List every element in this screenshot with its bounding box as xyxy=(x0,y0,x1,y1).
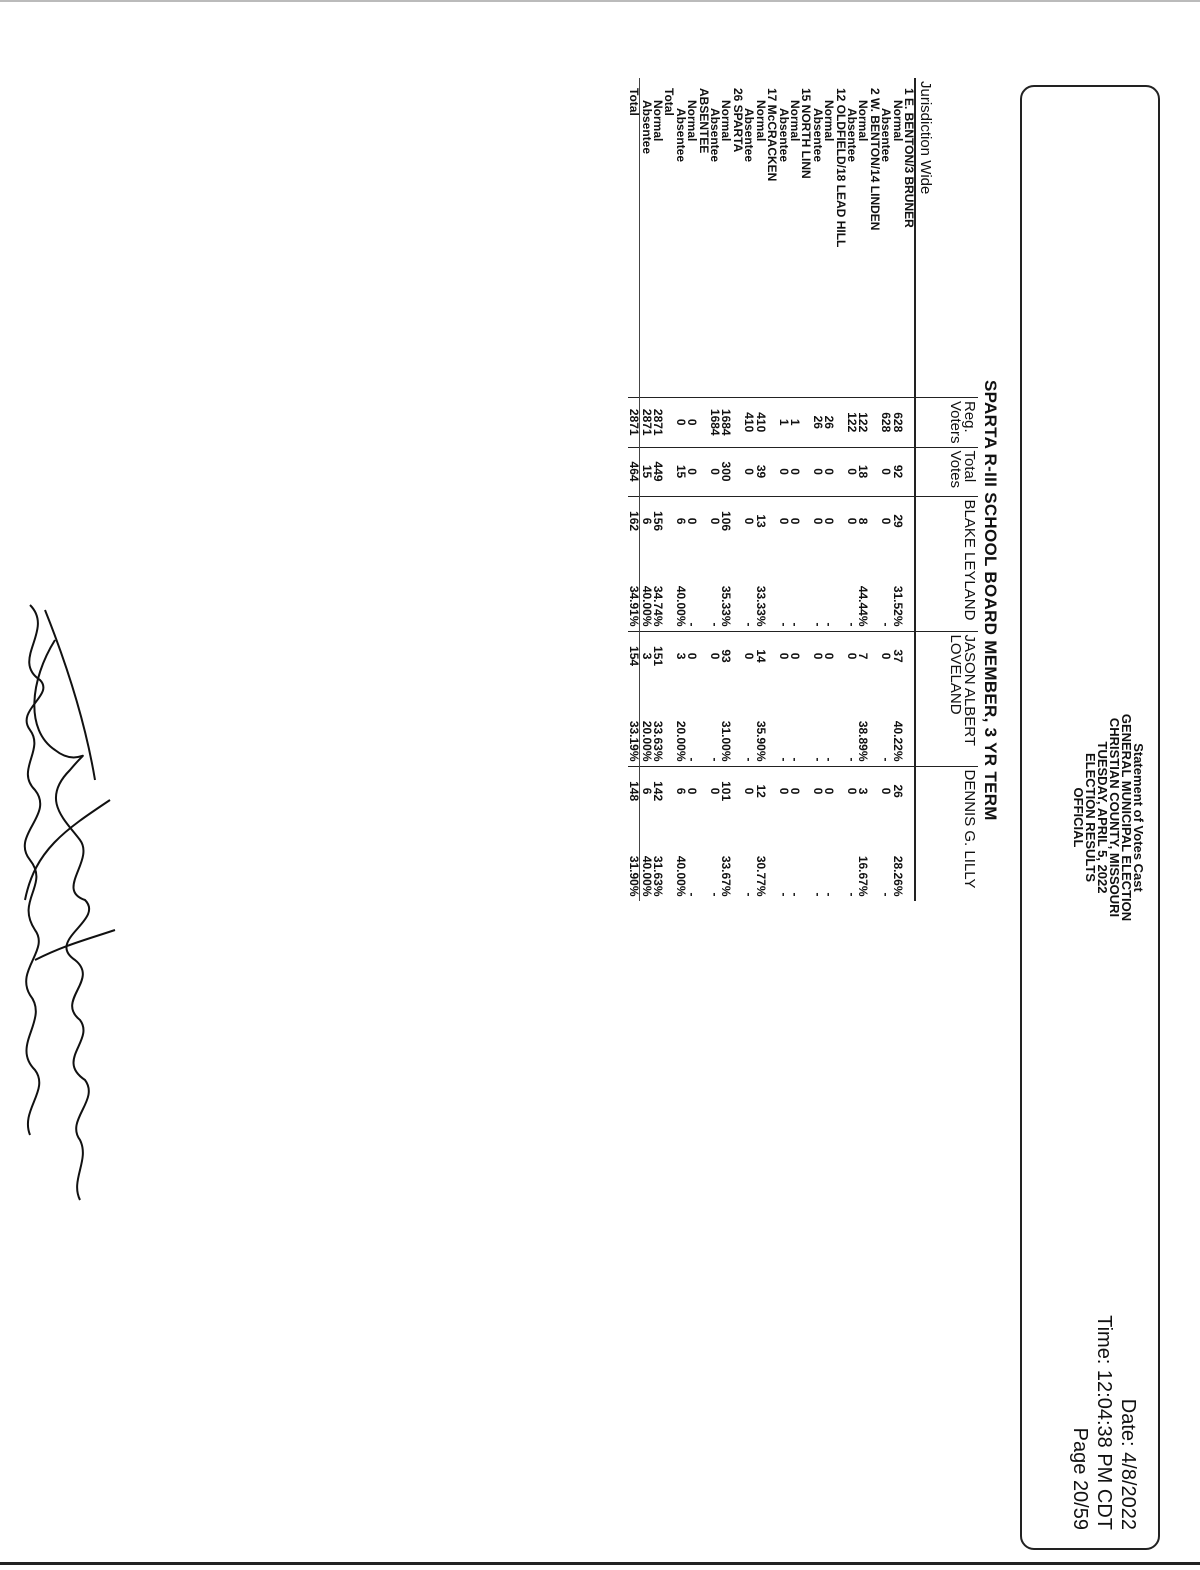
votes-cell: 0 xyxy=(685,517,700,525)
total-votes-cell: 0 xyxy=(709,447,720,496)
votes-cell xyxy=(732,496,743,546)
row-label: Absentee xyxy=(776,108,791,163)
table-row xyxy=(709,78,720,901)
percent-cell: - xyxy=(777,546,788,631)
table-row xyxy=(857,78,868,901)
total-votes-cell: 0 xyxy=(846,447,857,496)
votes-cell xyxy=(732,631,743,681)
candidate-header: BLAKE LEYLAND xyxy=(915,496,978,631)
percent-cell: - xyxy=(776,892,791,897)
percent-cell: - xyxy=(686,681,697,766)
votes-cell: 162 xyxy=(627,511,642,532)
reg-voters-cell: 410 xyxy=(743,398,754,448)
total-votes-cell: 0 xyxy=(789,447,800,496)
reg-voters-cell xyxy=(868,398,879,448)
votes-cell: 3 xyxy=(640,631,652,681)
percent-cell: 38.89% xyxy=(857,681,868,766)
percent-cell: - xyxy=(811,546,822,631)
percent-cell: - xyxy=(686,546,697,631)
reg-voters-cell: 628 xyxy=(891,398,902,448)
percent-cell xyxy=(732,546,743,631)
row-label: Absentee xyxy=(742,108,757,163)
reg-voters-cell: 2871 xyxy=(640,398,652,448)
signature-2-drawing xyxy=(0,600,60,1140)
table-row xyxy=(789,78,800,901)
signature-2 xyxy=(0,600,60,1140)
header-line: GENERAL MUNICIPAL ELECTION xyxy=(1119,713,1134,922)
report-header xyxy=(1020,85,1160,1550)
percent-cell: 40.00% xyxy=(674,546,685,631)
votes-cell: 0 xyxy=(776,652,791,660)
percent-cell: - xyxy=(823,681,834,766)
votes-cell: 0 xyxy=(787,652,802,660)
votes-cell: 6 xyxy=(640,496,652,546)
percent-cell: 20.00% xyxy=(674,681,685,766)
percent-cell: 30.77% xyxy=(753,855,768,897)
votes-cell: 0 xyxy=(810,652,825,660)
percent-cell xyxy=(868,546,879,631)
percent-cell: - xyxy=(844,892,859,897)
header-line: Statement of Votes Cast xyxy=(1131,743,1146,892)
row-label: Total xyxy=(662,88,677,116)
total-votes-cell: 0 xyxy=(811,447,822,496)
percent-cell: 33.33% xyxy=(754,546,765,631)
percent-cell xyxy=(834,816,845,901)
percent-cell xyxy=(868,816,879,901)
row-label: Normal xyxy=(719,100,734,142)
percent-cell: - xyxy=(743,681,754,766)
votes-cell: 0 xyxy=(708,787,723,795)
percent-cell: 35.33% xyxy=(720,546,731,631)
percent-cell xyxy=(834,546,845,631)
reg-voters-cell xyxy=(732,398,743,448)
row-label: 15 NORTH LINN xyxy=(799,88,814,179)
total-votes-cell: 0 xyxy=(777,447,788,496)
candidate-header: DENNIS G. LILLY xyxy=(961,769,978,889)
table-row xyxy=(891,78,902,901)
table-row xyxy=(766,78,777,901)
percent-cell: - xyxy=(685,892,700,897)
percent-cell: 33.19% xyxy=(628,681,640,766)
reg-voters-cell: 2871 xyxy=(628,398,640,448)
total-votes-cell: 0 xyxy=(743,447,754,496)
table-row xyxy=(663,78,674,901)
votes-cell: 0 xyxy=(742,787,757,795)
percent-cell: - xyxy=(709,546,720,631)
votes-cell: 101 xyxy=(719,781,734,802)
percent-cell: - xyxy=(777,681,788,766)
table-row xyxy=(720,78,731,901)
table-row xyxy=(686,78,697,901)
votes-cell: 0 xyxy=(879,517,894,525)
row-label: 26 SPARTA xyxy=(730,88,745,153)
report-time: Time: 12:04:38 PM CDT xyxy=(1093,1315,1115,1530)
row-label: Absentee xyxy=(810,108,825,163)
votes-cell: 156 xyxy=(651,511,666,532)
percent-cell: 28.26% xyxy=(890,855,905,897)
reg-voters-cell: 2871 xyxy=(652,398,663,448)
votes-cell: 0 xyxy=(708,652,723,660)
votes-cell: 0 xyxy=(844,517,859,525)
percent-cell xyxy=(697,546,708,631)
percent-cell: - xyxy=(743,546,754,631)
row-label: Normal xyxy=(685,100,700,142)
percent-cell xyxy=(697,681,708,766)
total-votes-cell: 15 xyxy=(674,447,685,496)
report-date: Date: 4/8/2022 xyxy=(1117,1398,1139,1530)
table-row xyxy=(903,78,915,901)
votes-cell: 0 xyxy=(822,787,837,795)
votes-cell: 93 xyxy=(719,649,734,663)
percent-cell: 44.44% xyxy=(857,546,868,631)
reg-voters-cell: 0 xyxy=(686,398,697,448)
votes-cell: 0 xyxy=(844,652,859,660)
row-label: Absentee xyxy=(844,108,859,163)
row-label: 2 W. BENTON/14 LINDEN xyxy=(867,88,882,231)
percent-cell: 34.91% xyxy=(628,546,640,631)
header-line: CHRISTIAN COUNTY, MISSOURI xyxy=(1107,717,1122,918)
reg-voters-cell: 26 xyxy=(823,398,834,448)
reg-voters-cell: 1 xyxy=(789,398,800,448)
row-label: 17 McCRACKEN xyxy=(765,88,780,182)
contest-title: SPARTA R-III SCHOOL BOARD MEMBER, 3 YR TERM xyxy=(981,380,1000,821)
table-body xyxy=(628,78,915,901)
votes-cell xyxy=(868,766,879,816)
table-row xyxy=(800,78,811,901)
percent-cell xyxy=(800,546,811,631)
row-label: Normal xyxy=(787,100,802,142)
votes-cell: 6 xyxy=(640,766,652,816)
header-line: OFFICIAL xyxy=(1071,787,1086,848)
percent-cell: 33.67% xyxy=(719,855,734,897)
percent-cell: - xyxy=(789,681,800,766)
votes-cell: 26 xyxy=(890,784,905,798)
percent-cell: 35.90% xyxy=(754,681,765,766)
votes-cell: 106 xyxy=(719,511,734,532)
reg-voters-cell: 1 xyxy=(777,398,788,448)
row-label: 12 OLDFIELD/18 LEAD HILL xyxy=(833,88,848,248)
votes-cell: 0 xyxy=(776,787,791,795)
percent-cell: 16.67% xyxy=(856,855,871,897)
percent-cell: - xyxy=(787,892,802,897)
percent-cell: 40.22% xyxy=(891,681,902,766)
reg-voters-cell: 122 xyxy=(846,398,857,448)
votes-cell: 0 xyxy=(787,787,802,795)
percent-cell: - xyxy=(810,892,825,897)
row-label: Normal xyxy=(753,100,768,142)
votes-cell: 0 xyxy=(822,652,837,660)
percent-cell: 31.00% xyxy=(720,681,731,766)
reg-voters-cell: 1684 xyxy=(709,398,720,448)
percent-cell: - xyxy=(811,681,822,766)
total-votes-cell: 92 xyxy=(891,447,902,496)
table-row xyxy=(823,78,834,901)
votes-cell: 0 xyxy=(822,517,837,525)
percent-cell xyxy=(697,816,708,901)
percent-cell: - xyxy=(846,681,857,766)
votes-cell: 12 xyxy=(753,784,768,798)
percent-cell xyxy=(732,681,743,766)
votes-cell: 8 xyxy=(856,517,871,525)
percent-cell xyxy=(732,816,743,901)
row-label: Normal xyxy=(890,100,905,142)
table-row xyxy=(743,78,754,901)
table-row xyxy=(777,78,788,901)
votes-cell: 148 xyxy=(627,781,642,802)
votes-cell: 6 xyxy=(673,517,688,525)
candidate-header: JASON ALBERT LOVELAND xyxy=(915,631,978,766)
percent-cell: - xyxy=(846,546,857,631)
results-table xyxy=(628,78,978,901)
jurisdiction-header: Jurisdiction Wide xyxy=(917,81,934,195)
row-label: Normal xyxy=(651,100,666,142)
votes-cell: 0 xyxy=(810,517,825,525)
reg-voters-cell: 122 xyxy=(857,398,868,448)
percent-cell: 34.74% xyxy=(652,546,663,631)
votes-cell: 0 xyxy=(776,517,791,525)
votes-cell: 13 xyxy=(753,514,768,528)
table-row xyxy=(697,78,708,901)
table-row xyxy=(868,78,879,901)
percent-cell: - xyxy=(822,892,837,897)
total-votes-cell: 300 xyxy=(720,447,731,496)
total-votes-cell xyxy=(868,447,879,496)
votes-cell xyxy=(732,766,743,816)
header-date-block xyxy=(1068,1315,1140,1530)
percent-cell: 20.00% xyxy=(640,681,652,766)
table-row xyxy=(628,78,640,901)
row-label: Absentee xyxy=(640,78,652,398)
reg-voters-cell: 0 xyxy=(674,398,685,448)
votes-cell: 3 xyxy=(856,787,871,795)
votes-cell: 6 xyxy=(673,787,688,795)
percent-cell xyxy=(868,681,879,766)
percent-cell: - xyxy=(709,681,720,766)
votes-cell: 142 xyxy=(651,781,666,802)
table-row xyxy=(754,78,765,901)
total-votes-cell: 0 xyxy=(686,447,697,496)
percent-cell: - xyxy=(880,681,891,766)
votes-cell: 154 xyxy=(627,646,642,667)
total-votes-cell xyxy=(732,447,743,496)
table-row xyxy=(674,78,685,901)
table-row xyxy=(640,78,652,901)
percent-cell: 40.00% xyxy=(673,855,688,897)
percent-cell: - xyxy=(708,892,723,897)
row-label: 1 E. BENTON/3 BRUNER xyxy=(902,88,916,228)
page-number: Page 20/59 xyxy=(1069,1427,1091,1530)
percent-cell: 40.00% xyxy=(640,546,652,631)
votes-cell: 0 xyxy=(685,787,700,795)
votes-cell: 3 xyxy=(673,652,688,660)
percent-cell: - xyxy=(742,892,757,897)
row-label: Normal xyxy=(856,100,871,142)
reg-voters-cell: 410 xyxy=(754,398,765,448)
votes-cell: 7 xyxy=(856,652,871,660)
total-votes-cell: 0 xyxy=(880,447,891,496)
total-votes-cell: 39 xyxy=(754,447,765,496)
row-label: Absentee xyxy=(708,108,723,163)
percent-cell xyxy=(834,681,845,766)
percent-cell: - xyxy=(789,546,800,631)
percent-cell: - xyxy=(879,892,894,897)
percent-cell xyxy=(800,681,811,766)
total-votes-header: Total Votes xyxy=(915,447,978,496)
votes-cell: 0 xyxy=(742,517,757,525)
votes-cell: 0 xyxy=(810,787,825,795)
total-votes-cell: 0 xyxy=(823,447,834,496)
votes-cell: 14 xyxy=(753,649,768,663)
votes-cell: 151 xyxy=(651,646,666,667)
percent-cell: 31.63% xyxy=(651,855,666,897)
percent-cell: 33.63% xyxy=(652,681,663,766)
total-votes-cell: 449 xyxy=(652,447,663,496)
row-label: Absentee xyxy=(673,108,688,163)
votes-cell: 29 xyxy=(890,514,905,528)
header-line: TUESDAY, APRIL 5, 2022 xyxy=(1095,741,1110,894)
votes-cell: 37 xyxy=(890,649,905,663)
percent-cell xyxy=(800,816,811,901)
reg-voters-header: Reg. Voters xyxy=(915,398,978,448)
reg-voters-cell: 1684 xyxy=(720,398,731,448)
table-row xyxy=(652,78,663,901)
percent-cell: - xyxy=(880,546,891,631)
total-votes-cell: 15 xyxy=(640,447,652,496)
votes-cell: 0 xyxy=(844,787,859,795)
percent-cell: - xyxy=(823,546,834,631)
votes-cell: 0 xyxy=(879,787,894,795)
votes-cell: 0 xyxy=(879,652,894,660)
votes-cell xyxy=(868,631,879,681)
header-line: ELECTION RESULTS xyxy=(1083,752,1098,883)
votes-cell: 0 xyxy=(787,517,802,525)
table-header-row xyxy=(915,78,978,901)
votes-cell xyxy=(868,496,879,546)
reg-voters-cell: 628 xyxy=(880,398,891,448)
votes-cell: 0 xyxy=(708,517,723,525)
row-label: Normal xyxy=(822,100,837,142)
percent-cell: 31.52% xyxy=(891,546,902,631)
row-label: Total xyxy=(627,88,642,116)
percent-cell: 31.90% xyxy=(627,855,642,897)
table-row xyxy=(732,78,743,901)
votes-cell: 0 xyxy=(742,652,757,660)
table-row xyxy=(811,78,822,901)
votes-cell: 0 xyxy=(685,652,700,660)
reg-voters-cell: 26 xyxy=(811,398,822,448)
row-label: Absentee xyxy=(879,108,894,163)
row-label: ABSENTEE xyxy=(696,88,711,154)
total-votes-cell: 18 xyxy=(857,447,868,496)
total-votes-cell: 464 xyxy=(628,447,640,496)
table-row xyxy=(834,78,845,901)
percent-cell: 40.00% xyxy=(640,816,652,901)
